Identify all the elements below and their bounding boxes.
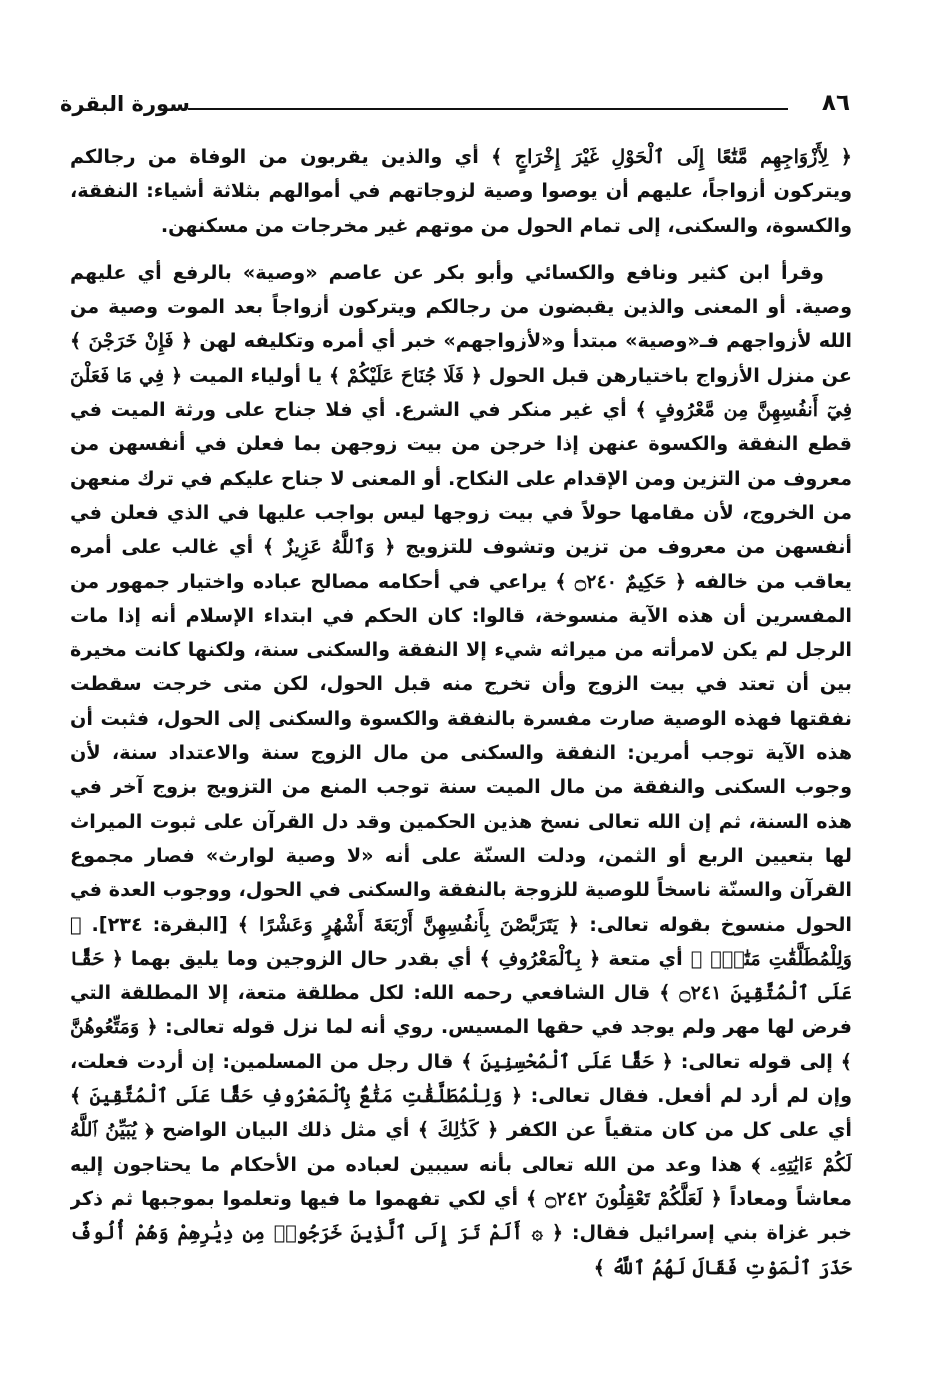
commentary-text: [البقرة: ٢٣٤]. — [81, 912, 238, 936]
quran-verse: ﴿ بِٱلْمَعْرُوفِ ﴾ — [479, 946, 601, 970]
quran-verse: ﴿ فَلَا جُنَاحَ عَلَيْكُمْ ﴾ — [329, 363, 482, 387]
paragraph — [70, 140, 852, 243]
quran-verse: ﴿ حَقًّا عَلَى ٱلْمُتَّقِينَ ۝٢٤١ ﴾ — [70, 946, 852, 1005]
commentary-text: أي والذين يقربون من الوفاة من رجالكم ويتركون أزواجاً، عليهم أن يوصوا وصية لزوجاتهم في أموالهم بثلاثة أشياء: النفقة، والكسوة، والسكنى، إلى تمام الحول من موتهم غير مخرجات من مسكنهن. — [70, 145, 852, 237]
commentary-text: أي غالب على أمره يعاقب من خالفه — [70, 535, 852, 593]
quran-verse: ﴿ وَٱللَّهُ عَزِيزٌ ﴾ — [262, 535, 396, 559]
commentary-text: يا أولياء الميت — [182, 363, 329, 387]
quran-verse: ﴿ فِي مَا فَعَلْنَ فِيٓ أَنفُسِهِنَّ مِن مَّعْرُوفٍ ﴾ — [70, 363, 852, 422]
quran-verse: ﴿ وَمَتِّعُوهُنَّ ﴾ — [70, 1015, 852, 1073]
paragraph — [70, 256, 852, 1285]
quran-verse: ﴿ حَكِيمٌ ۝٢٤٠ ﴾ — [555, 569, 687, 593]
commentary-text: قال الشافعي رحمه الله: لكل مطلقة متعة، إلا المطلقة التي فرض لها مهر ولم يوجد في حقها المسيس. روي أنه لما نزل قوله تعالى: — [70, 981, 852, 1039]
header-rule — [188, 108, 788, 110]
quran-verse: ﴿ حَقًّا عَلَى ٱلْمُحْسِنِينَ ﴾ — [461, 1049, 673, 1073]
page-number: ٨٦ — [821, 90, 850, 116]
quran-verse: ﴿ ۞ أَلَمْ تَرَ إِلَى ٱلَّذِينَ خَرَجُوا۟ مِن دِيَٰرِهِمْ وَهُمْ أُلُوفٌ حَذَرَ ٱلْمَوْتِ فَقَالَ لَهُمُ ٱللَّهُ ﴾ — [70, 1221, 852, 1279]
surah-name: سورة البقرة — [60, 92, 190, 116]
commentary-text: وقرأ ابن كثير ونافع والكسائي وأبو بكر عن عاصم «وصية» بالرفع أي عليهم وصية. أو المعنى والذين يقبضون من رجالكم ويتركون أزواجاً بعد الموت وصية من الله لأزواجهم فـ«وصية» مبتدأ و«لأزواجهم» خبر أي أمره وتكليفه لهن — [70, 260, 852, 353]
commentary-text: أي متعة — [600, 946, 691, 970]
quran-verse: ﴿ لِأَزْوَاجِهِم مَّتَٰعًا إِلَى ٱلْحَوْلِ غَيْرَ إِخْرَاجٍ ﴾ — [491, 145, 852, 168]
quran-verse: ﴿ فَإِنْ خَرَجْنَ ﴾ — [70, 329, 193, 353]
page-body — [70, 140, 852, 1370]
quran-verse: ﴿ يَتَرَبَّصْنَ بِأَنفُسِهِنَّ أَرْبَعَةَ أَشْهُرٍ وَعَشْرًا ﴾ — [237, 912, 580, 936]
commentary-text: أي لكي تفهموا ما فيها وتعلموا بموجبها ثم ذكر خبر غزاة بني إسرائيل فقال: — [70, 1186, 852, 1245]
quran-verse: ﴿ وَلِلْمُطَلَّقَٰتِ مَتَٰعٌۢ بِٱلْمَعْرُوفِ حَقًّا عَلَى ٱلْمُتَّقِينَ ﴾ — [70, 1084, 523, 1108]
quran-verse: ﴿ لَعَلَّكُمْ تَعْقِلُونَ ۝٢٤٢ ﴾ — [525, 1186, 722, 1210]
quran-verse: ﴿ يُبَيِّنُ ٱللَّهُ لَكُمْ ءَايَٰتِهِۦ ﴾ — [70, 1118, 852, 1176]
commentary-text: قال رجل من المسلمين: إن أردت فعلت، وإن لم أرد لم أفعل. فقال تعالى: — [70, 1049, 852, 1108]
quran-verse: ﴿ كَذَٰلِكَ ﴾ — [417, 1118, 499, 1142]
commentary-text: يراعي في أحكامه مصالح عباده واختيار جمهور من المفسرين أن هذه الآية منسوخة، قالوا: كان الحكم في ابتداء الإسلام أنه إذا مات الرجل لم يكن لامرأته من ميراثه شيء إلا النفقة والسكنى سنة، ولكنها كانت مخيرة بين أن تعتد في بيت الزوج وأن تخرج منه قبل الحول، لكن متى خرجت سقطت نفقتها فهذه الوصية صارت مفسرة بالنفقة والكسوة والسكنى إلى الحول، فثبت أن هذه الآية توجب أمرين: النفقة والسكنى من مال الزوج سنة والاعتداد سنة، لأن وجوب السكنى والنفقة من مال الميت سنة توجب المنع من التزويج بزوج آخر في هذه السنة، ثم إن الله تعالى نسخ هذين الحكمين وقد دل القرآن على ثبوت الميراث لها بتعيين الربع أو الثمن، ودلت السنّة على أنه «لا وصية لوارث» فصار مجموع القرآن والسنّة ناسخاً للوصية للزوجة بالنفقة والسكنى في الحول، ووجوب العدة في الحول منسوخ بقوله تعالى: — [70, 569, 852, 936]
commentary-text: أي غير منكر في الشرع. أي فلا جناح على ورثة الميت في قطع النفقة والكسوة عنهن إذا خرجن من بيت زوجهن بما فعلن في أنفسهن من معروف من التزين ومن الإقدام على النكاح. أو المعنى لا جناح عليكم في ترك منعهن من الخروج، لأن مقامها حولاً في بيت زوجها ليس بواجب عليها في الذي فعلن في أنفسهن من معروف من تزين وتشوف للتزويج — [70, 398, 852, 559]
commentary-text: أي مثل ذلك البيان الواضح — [153, 1118, 418, 1142]
commentary-text: هذا وعد من الله تعالى بأنه سيبين لعباده من الأحكام ما يحتاجون إليه معاشاً ومعاداً — [70, 1152, 852, 1210]
commentary-text: أي على كل من كان متقياً عن الكفر — [498, 1118, 852, 1142]
page-header — [60, 92, 850, 132]
commentary-text: أي بقدر حال الزوجين وما يليق بهما — [122, 946, 480, 970]
commentary-text: عن منزل الأزواج باختيارهن قبل الحول — [481, 363, 852, 387]
quran-verse: ﴿ وَلِلْمُطَلَّقَٰتِ مَتَٰعٌۢ ﴾ — [70, 912, 852, 970]
commentary-text: إلى قوله تعالى: — [672, 1049, 841, 1073]
